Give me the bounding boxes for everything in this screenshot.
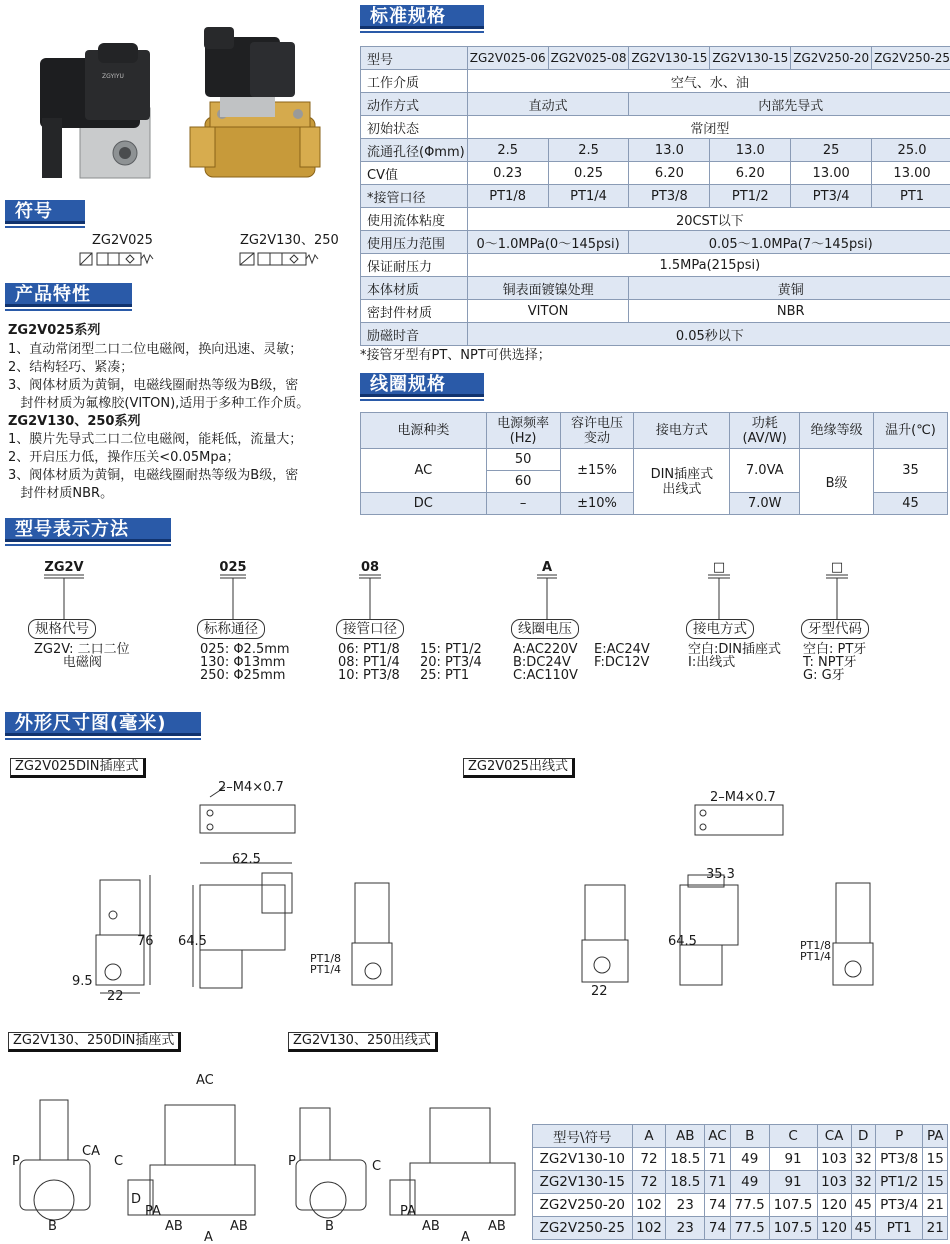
dim-text: 76 <box>137 934 154 949</box>
section-dims: 外形尺寸图(毫米) <box>5 712 201 736</box>
drawing-label: ZG2V025DIN插座式 <box>10 758 146 778</box>
table-cell: 铜表面镀镍处理 <box>467 277 629 300</box>
table-cell: PT1/2 <box>710 185 791 208</box>
model-code: 025 <box>219 560 247 575</box>
model-desc: A:AC220V B:DC24V C:AC110V <box>513 642 578 683</box>
table-cell: 密封件材质 <box>361 300 468 323</box>
section-spec: 标准规格 <box>360 5 484 29</box>
table-cell: 流通孔径(Φmm) <box>361 139 468 162</box>
dim-text: A <box>204 1230 213 1244</box>
table-cell: 77.5 <box>730 1194 769 1217</box>
table-cell: 120 <box>817 1194 851 1217</box>
table-cell: D <box>851 1125 875 1148</box>
table-cell: 保证耐压力 <box>361 254 468 277</box>
table-cell: 本体材质 <box>361 277 468 300</box>
table-cell: B级 <box>800 449 874 515</box>
table-cell: 0～1.0MPa(0～145psi) <box>467 231 629 254</box>
table-cell: PT3/8 <box>875 1148 923 1171</box>
model-code: ZG2V <box>44 560 84 575</box>
model-label: 接电方式 <box>686 619 754 639</box>
dim-text: D <box>131 1192 142 1207</box>
dim-text: C <box>114 1154 124 1169</box>
table-cell: 77.5 <box>730 1217 769 1240</box>
table-cell: 45 <box>851 1217 875 1240</box>
table-cell: PT1 <box>875 1217 923 1240</box>
table-cell: P <box>875 1125 923 1148</box>
table-cell: 120 <box>817 1217 851 1240</box>
dim-text: PT1/8 PT1/4 <box>800 939 832 963</box>
model-code: A <box>541 560 553 575</box>
table-cell: 32 <box>851 1148 875 1171</box>
model-desc: 空白: PT牙 T: NPT牙 G: G牙 <box>803 642 867 683</box>
table-cell: 102 <box>632 1217 666 1240</box>
model-desc: 15: PT1/2 20: PT3/4 25: PT1 <box>420 642 482 683</box>
table-cell: PT1/4 <box>548 185 629 208</box>
table-cell: 内部先导式 <box>629 93 950 116</box>
table-cell: 21 <box>923 1217 948 1240</box>
model-desc: E:AC24V F:DC12V <box>594 642 650 670</box>
table-cell: A <box>632 1125 666 1148</box>
dim-text: P <box>12 1154 20 1169</box>
table-cell: 71 <box>705 1171 731 1194</box>
table-cell: 21 <box>923 1194 948 1217</box>
dim-text: B <box>48 1219 57 1234</box>
table-cell: DIN插座式 出线式 <box>634 449 730 515</box>
dim-text: A <box>461 1230 470 1244</box>
feature-series1-title: ZG2V025系列 <box>8 323 101 338</box>
dim-text: PT1/8 PT1/4 <box>310 952 342 976</box>
table-cell: ZG2V130-15 <box>710 47 791 70</box>
table-cell: 6.20 <box>629 162 710 185</box>
table-cell: 13.0 <box>629 139 710 162</box>
table-cell: ZG2V250-25 <box>872 47 950 70</box>
table-cell: 103 <box>817 1171 851 1194</box>
dim-text: CA <box>82 1144 100 1159</box>
feature-series1-line: 封件材质为氟橡胶(VITON),适用于多种工作介质。 <box>8 396 310 411</box>
table-cell: 107.5 <box>769 1194 817 1217</box>
table-cell: 107.5 <box>769 1217 817 1240</box>
table-cell: 黄铜 <box>629 277 950 300</box>
table-cell: 91 <box>769 1148 817 1171</box>
table-cell: 72 <box>632 1148 666 1171</box>
model-desc: 06: PT1/8 08: PT1/4 10: PT3/8 <box>338 642 400 683</box>
table-cell: 25 <box>791 139 872 162</box>
coil-label-text: ZGYIYU <box>102 73 124 80</box>
table-cell: 2.5 <box>548 139 629 162</box>
table-row <box>533 1217 948 1240</box>
table-cell: 15 <box>923 1171 948 1194</box>
table-cell: CV值 <box>361 162 468 185</box>
model-label: 标称通径 <box>197 619 265 639</box>
model-desc: ZG2V: 二口二位 电磁阀 <box>34 642 130 670</box>
table-row <box>533 1171 948 1194</box>
table-cell: ZG2V250-25 <box>533 1217 633 1240</box>
table-cell: C <box>769 1125 817 1148</box>
model-label: 规格代号 <box>28 619 96 639</box>
table-cell: *接管口径 <box>361 185 468 208</box>
table-cell: 1.5MPa(215psi) <box>467 254 950 277</box>
model-code: 08 <box>360 560 380 575</box>
feature-series1-line: 3、阀体材质为黄铜，电磁线圈耐热等级为B级，密 <box>8 378 299 393</box>
dimension-table <box>532 1124 948 1240</box>
table-cell: 常闭型 <box>467 116 950 139</box>
table-row <box>533 1125 948 1148</box>
dim-text: AB <box>488 1219 506 1234</box>
table-cell: 0.23 <box>467 162 548 185</box>
table-cell: PA <box>923 1125 948 1148</box>
dim-text: 2–M4×0.7 <box>710 790 776 805</box>
table-cell: PT3/4 <box>875 1194 923 1217</box>
table-cell: ±10% <box>560 493 634 515</box>
dim-text: 35.3 <box>706 867 735 882</box>
model-label: 线圈电压 <box>511 619 579 639</box>
table-cell: NBR <box>629 300 950 323</box>
table-cell: 35 <box>874 449 948 493</box>
table-cell: PT3/4 <box>791 185 872 208</box>
table-row <box>533 1194 948 1217</box>
table-cell: – <box>486 493 560 515</box>
table-cell: ±15% <box>560 449 634 493</box>
dim-text: PA <box>145 1204 161 1219</box>
table-cell: ZG2V130-10 <box>533 1148 633 1171</box>
table-cell: PT3/8 <box>629 185 710 208</box>
table-cell: 23 <box>666 1217 705 1240</box>
table-cell: 13.0 <box>710 139 791 162</box>
table-cell: 20CST以下 <box>467 208 950 231</box>
table-cell: 2.5 <box>467 139 548 162</box>
dim-text: AB <box>165 1219 183 1234</box>
table-cell: 32 <box>851 1171 875 1194</box>
table-cell: 18.5 <box>666 1171 705 1194</box>
model-label: 接管口径 <box>336 619 404 639</box>
table-cell: ZG2V130-15 <box>533 1171 633 1194</box>
drawing-zg2v025-wire <box>540 775 940 1015</box>
table-cell: ZG2V250-20 <box>791 47 872 70</box>
table-cell: DC <box>361 493 487 515</box>
table-cell: 49 <box>730 1148 769 1171</box>
table-cell: 使用压力范围 <box>361 231 468 254</box>
dim-text: P <box>288 1154 296 1169</box>
table-cell: 7.0VA <box>730 449 800 493</box>
table-cell: 温升(℃) <box>874 413 948 449</box>
table-cell: 励磁时音 <box>361 323 468 346</box>
model-desc: 025: Φ2.5mm 130: Φ13mm 250: Φ25mm <box>200 642 290 683</box>
feature-series2-line: 3、阀体材质为黄铜，电磁线圈耐热等级为B级，密 <box>8 468 299 483</box>
dim-text: AC <box>196 1073 214 1088</box>
table-cell: 6.20 <box>710 162 791 185</box>
feature-series1-line: 2、结构轻巧、紧凑； <box>8 360 134 375</box>
table-cell: 初始状态 <box>361 116 468 139</box>
table-cell: 50 <box>486 449 560 471</box>
table-cell: 23 <box>666 1194 705 1217</box>
dim-text: AB <box>422 1219 440 1234</box>
table-cell: 工作介质 <box>361 70 468 93</box>
table-cell: 45 <box>851 1194 875 1217</box>
dim-text: 22 <box>107 989 124 1004</box>
drawing-label: ZG2V130、250DIN插座式 <box>8 1032 181 1052</box>
table-cell: 13.00 <box>791 162 872 185</box>
dim-text: PA <box>400 1204 416 1219</box>
table-cell: 接电方式 <box>634 413 730 449</box>
table-row <box>533 1148 948 1171</box>
table-cell: 绝缘等级 <box>800 413 874 449</box>
table-cell: VITON <box>467 300 629 323</box>
dim-text: 62.5 <box>232 852 261 867</box>
table-cell: ZG2V130-15 <box>629 47 710 70</box>
dim-text: 9.5 <box>72 974 93 989</box>
dim-text: 2–M4×0.7 <box>218 780 284 795</box>
table-cell: PT1/8 <box>467 185 548 208</box>
table-cell: 动作方式 <box>361 93 468 116</box>
feature-series2-line: 1、膜片先导式二口二位电磁阀，能耗低，流量大； <box>8 432 303 447</box>
table-cell: 型号\符号 <box>533 1125 633 1148</box>
table-cell: 13.00 <box>872 162 950 185</box>
table-cell: 功耗 (AV/W) <box>730 413 800 449</box>
table-cell: 71 <box>705 1148 731 1171</box>
table-cell: B <box>730 1125 769 1148</box>
table-cell: PT1 <box>872 185 950 208</box>
table-cell: AC <box>705 1125 731 1148</box>
model-code: □ <box>712 560 726 575</box>
table-cell: 103 <box>817 1148 851 1171</box>
table-cell: ZG2V025-06 <box>467 47 548 70</box>
section-model: 型号表示方法 <box>5 518 171 542</box>
table-cell: 空气、水、油 <box>467 70 950 93</box>
drawing-zg2v025-din <box>0 775 460 1015</box>
table-cell: 102 <box>632 1194 666 1217</box>
symbol-label-b: ZG2V130、250 <box>240 233 339 248</box>
table-cell: 电源频率 (Hz) <box>486 413 560 449</box>
spec-note: *接管牙型有PT、NPT可供选择； <box>360 348 551 363</box>
table-cell: 18.5 <box>666 1148 705 1171</box>
table-cell: ZG2V025-08 <box>548 47 629 70</box>
table-cell: 45 <box>874 493 948 515</box>
dim-text: 22 <box>591 984 608 999</box>
table-cell: 容许电压 变动 <box>560 413 634 449</box>
table-cell: 直动式 <box>467 93 629 116</box>
section-coil: 线圈规格 <box>360 373 484 397</box>
table-cell: 72 <box>632 1171 666 1194</box>
dim-text: C <box>372 1159 382 1174</box>
table-cell: 91 <box>769 1171 817 1194</box>
model-label: 牙型代码 <box>801 619 869 639</box>
table-cell: CA <box>817 1125 851 1148</box>
section-symbol: 符号 <box>5 200 85 224</box>
drawing-label: ZG2V130、250出线式 <box>288 1032 438 1052</box>
model-desc: 空白:DIN插座式 I:出线式 <box>688 642 781 670</box>
symbol-label-a: ZG2V025 <box>92 233 153 248</box>
dim-text: 64.5 <box>668 934 697 949</box>
table-cell: 15 <box>923 1148 948 1171</box>
drawing-label: ZG2V025出线式 <box>463 758 575 778</box>
table-cell: 使用流体粘度 <box>361 208 468 231</box>
table-cell: ZG2V250-20 <box>533 1194 633 1217</box>
dim-text: B <box>325 1219 334 1234</box>
drawing-zg2v130-250 <box>0 1070 530 1240</box>
table-cell: AB <box>666 1125 705 1148</box>
feature-series2-line: 封件材质NBR。 <box>8 486 114 501</box>
table-cell: 0.25 <box>548 162 629 185</box>
section-features: 产品特性 <box>5 283 132 307</box>
table-cell: AC <box>361 449 487 493</box>
table-cell: 25.0 <box>872 139 950 162</box>
table-cell: 60 <box>486 471 560 493</box>
table-cell: 0.05秒以下 <box>467 323 950 346</box>
feature-series2-line: 2、开启压力低，操作压关<0.05Mpa； <box>8 450 240 465</box>
table-cell: 7.0W <box>730 493 800 515</box>
model-code: □ <box>830 560 844 575</box>
table-cell: PT1/2 <box>875 1171 923 1194</box>
feature-series2-title: ZG2V130、250系列 <box>8 414 141 429</box>
table-cell: 74 <box>705 1194 731 1217</box>
dim-text: 64.5 <box>178 934 207 949</box>
table-cell: 74 <box>705 1217 731 1240</box>
dim-text: AB <box>230 1219 248 1234</box>
table-cell: 0.05～1.0MPa(7～145psi) <box>629 231 950 254</box>
table-cell: 电源种类 <box>361 413 487 449</box>
feature-series1-line: 1、直动常闭型二口二位电磁阀，换向迅速、灵敏； <box>8 342 303 357</box>
table-cell: 型号 <box>361 47 468 70</box>
table-cell: 49 <box>730 1171 769 1194</box>
